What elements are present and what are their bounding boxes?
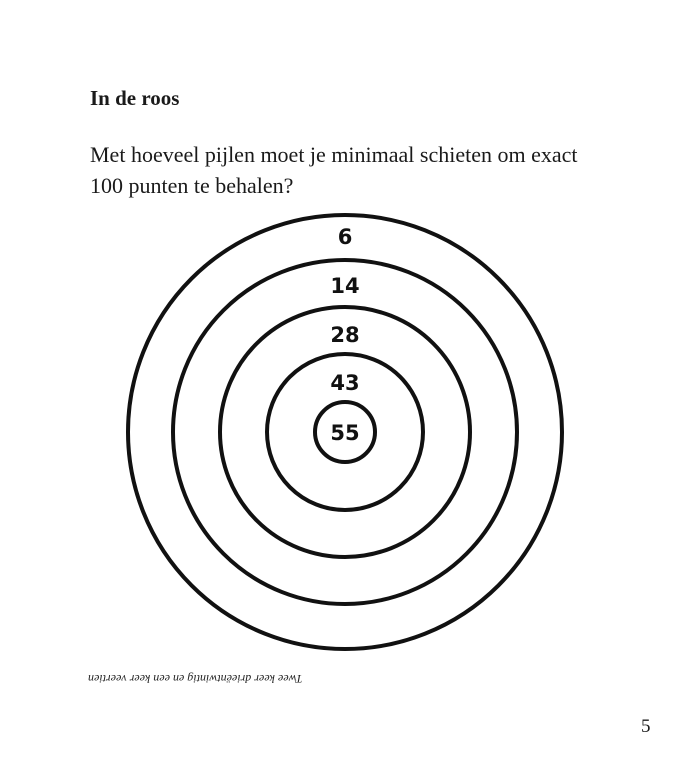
ring-score-bullseye: 55 <box>330 421 360 445</box>
ring-score-second: 14 <box>330 274 360 298</box>
question-line-1: Met hoeveel pijlen moet je minimaal schieten om exact <box>90 142 578 167</box>
ring-score-third: 28 <box>330 323 360 347</box>
ring-score-outer: 6 <box>337 225 353 249</box>
upside-down-hint: Twee keer drieëntwintig en een keer veertien <box>88 672 303 686</box>
puzzle-title: In de roos <box>90 86 180 110</box>
ring-score-fourth: 43 <box>330 371 360 395</box>
question-line-2: 100 punten te behalen? <box>90 173 294 198</box>
page-number: 5 <box>641 716 651 737</box>
